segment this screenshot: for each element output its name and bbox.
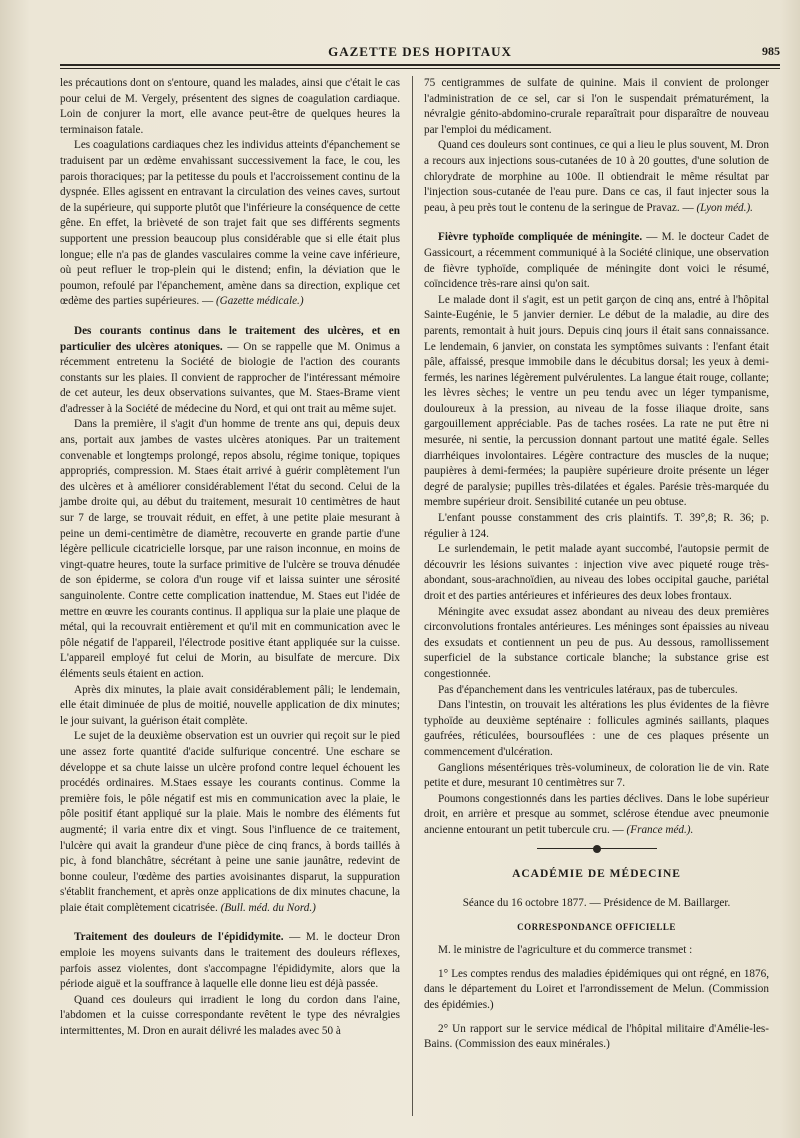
source-citation: (Gazette médicale.) bbox=[215, 295, 304, 308]
spacer bbox=[60, 916, 400, 930]
spacer bbox=[424, 1014, 769, 1022]
paragraph: Ganglions mésentériques très-volumineux, de coloration lie de vin. Rate petite et dure, mesurant 10 centimètres sur 7. bbox=[424, 761, 769, 790]
paragraph: 1° Les comptes rendus des maladies épidémiques qui ont régné, en 1876, dans le département du Loiret et l'arrondissement de Melun. (Commission des épidémies.) bbox=[424, 967, 769, 1012]
paragraph-text: — On se rappelle que M. Onimus a récemment entretenu la Société de biologie de l'action des courants constants sur les plaies. Il convient de rapprocher de l'intéressant mémoire de cet auteur, les deux observations suivantes, que M. Staes-Brame vient d'adresser à la Société de médecine du Nord, et qui ont trait au même sujet. bbox=[60, 340, 401, 415]
source-citation: (Bull. méd. du Nord.) bbox=[220, 901, 316, 914]
source-citation: (France méd.). bbox=[626, 823, 694, 836]
spacer bbox=[424, 959, 769, 967]
paragraph: Méningite avec exsudat assez abondant au niveau des deux premières circonvolutions frontales antérieures. Les méninges sont épaissies au niveau des exsudats et contiennent un peu de pus. Au dessous, ramollissement superficiel de la substance corticale blanche; la substance grise est congestionnée. bbox=[424, 605, 769, 680]
right-column bbox=[424, 76, 769, 1053]
paragraph bbox=[424, 138, 769, 216]
column-divider bbox=[412, 76, 413, 1116]
article-heading: Fièvre typhoïde compliquée de méningite. bbox=[438, 231, 643, 244]
paragraph: Après dix minutes, la plaie avait considérablement pâli; le lendemain, elle était diminuée de plus de moitié, nouvelle application de dix minutes; le jour suivant, la guérison était complète. bbox=[60, 683, 400, 727]
article-heading: Des courants continus dans le traitement des ulcères, et en particulier des ulcères atoniques. bbox=[60, 324, 400, 353]
header-rule-thin bbox=[60, 68, 780, 69]
spacer bbox=[424, 912, 769, 920]
spacer bbox=[424, 935, 769, 943]
paragraph: M. le ministre de l'agriculture et du commerce transmet : bbox=[438, 944, 693, 957]
spacer bbox=[424, 859, 769, 867]
ornament-dot bbox=[593, 845, 601, 853]
paragraph: Dans la première, il s'agit d'un homme de trente ans qui, depuis deux ans, portait aux jambes de vastes ulcères atoniques. Par un traitement convenable et longtemps prolongé, repos absolu, régime tonique, topiques appropriés, compression. M. Staes était arrivé à guérir complètement l'un des ulcères et à améliorer considérablement l'état du second. Celui de la jambe droite qui, au début du traitement, mesurait 10 centimètres de haut sur 7 de large, se trouvait réduit, en effet, à une petite plaie mesurant à peine un demi-centimètre de diamètre, recouverte en grande partie d'une légère pellicule cicatricielle lorsque, par une raison inconnue, en moins de vingt-quatre heures, toute la surface primitive de l'ulcère se trouva dénudée de son épiderme, se colora d'un rouge vif et laissa suinter une sérosité sanguinolente. Contre cette complication inattendue, M. Staes eut l'idée de mettre en œuvre les courants continus. Il appliqua sur la plaie une plaque de métal, qui la recouvrait entièrement et qu'il mit en communication avec le pôle négatif de l'appareil, l'électrode positive étant appliquée sur la cuisse. L'appareil employé fut celui de Morin, au bisulfate de mercure. Dix éléments seuls étaient en action. bbox=[60, 418, 400, 680]
page-header bbox=[60, 44, 780, 64]
paragraph: L'enfant pousse constamment des cris plaintifs. T. 39°,8; R. 36; p. régulier à 124. bbox=[424, 512, 769, 540]
paragraph-text: Les coagulations cardiaques chez les individus atteints d'épanchement se traduisent par un œdème envahissant successivement la face, le cou, les parois thoraciques; par la petitesse du pouls et l'accroissement continu de la dyspnée. Elles agissent en entravant la circulation des veines caves, surtout de la supérieure, qui supporte plutôt que l'inférieure la conséquence de cette gêne. En effet, la brièveté de son trajet fait que ses différents segments supportent une pression beaucoup plus considérable que si elle était plus longue; elle n'a pas de glandes vasculaires comme la veine cave inférieure, où peut refluer le trop-plein qui le distend; enfin, la déviation que le poumon, refoulé par l'épanchement, amène dans sa direction, explique cet œdème des parties supérieures. — bbox=[60, 139, 400, 308]
spacer bbox=[424, 882, 769, 896]
session-line: Séance du 16 octobre 1877. — Présidence de M. Baillarger. bbox=[462, 897, 731, 910]
paragraph-text: Le sujet de la deuxième observation est un ouvrier qui reçoit sur le pied une assez forte quantité d'acide sulfurique concentré. Une eschare se développe et sa chute laisse un ulcère profond contre lequel échouent les procédés ordinaires. M.Staes essaye les courants continus. Comme la première fois, le pôle négatif est mis en communication avec la plaie, le pôle positif étant appliqué sur la plaie. Mais le nombre des éléments fut augmenté; il varia entre dix et vingt. Sous l'influence de ce traitement, l'ulcère qui avait la grandeur d'une pièce de cinq francs, à bords taillés à pic, à fond blanchâtre, sécrétant à peine une sanie jaunâtre, redevint de bonne couleur, l'œdème des parties avoisinantes disparut, la suppuration s'établit franchement, et après onze applications de dix minutes chacune, la plaie était complètement cicatrisée. bbox=[60, 730, 400, 914]
paragraph: Quand ces douleurs qui irradient le long du cordon dans l'aine, l'abdomen et la cuisse correspondante revêtent le type des névralgies intermittentes, M. Dron en aurait délivré les malades avec 50 à bbox=[60, 993, 400, 1038]
section-ornament bbox=[537, 845, 657, 853]
paragraph-text: Quand ces douleurs sont continues, ce qui a lieu le plus souvent, M. Dron a recours aux injections sous-cutanées de 10 à 20 gouttes, d'une solution de chlorydrate de morphine au 100e. Il obtiendrait le même résultat par l'injection sous-cutanée de l'eau pure. Dans ce cas, il faut injecter sous la peau, à peu près tout le contenu de la seringue de Pravaz. — bbox=[424, 139, 769, 214]
spacer bbox=[424, 216, 769, 230]
sub-title: CORRESPONDANCE OFFICIELLE bbox=[517, 921, 676, 932]
article-intro bbox=[60, 324, 400, 418]
paragraph: 75 centigrammes de sulfate de quinine. Mais il convient de prolonger l'administration de ce sel, car si l'on le suspendait prématurément, la névralgie génito-abdomino-crurale reparaîtrait pour disparaître de nouveau par l'emploi du médicament. bbox=[424, 77, 769, 136]
article-intro bbox=[424, 230, 769, 292]
article-intro bbox=[60, 930, 400, 992]
journal-title: GAZETTE DES HOPITAUX bbox=[328, 44, 512, 59]
paragraph bbox=[60, 138, 400, 310]
paragraph: les précautions dont on s'entoure, quand les malades, ainsi que c'était le cas pour celui de M. Vergely, présentent des signes de coagulation cardiaque. Loin de conjurer la mort, elle avance peut-être de quelques heures la terminaison fatale. bbox=[60, 77, 400, 136]
paragraph: 2° Un rapport sur le service médical de l'hôpital militaire d'Amélie-les-Bains. (Commission des eaux minérales.) bbox=[424, 1022, 769, 1051]
paragraph: Le malade dont il s'agit, est un petit garçon de cinq ans, entré à l'hôpital Sainte-Eugénie, le 5 janvier dernier. Le début de la maladie, au dire des parents, remontait à huit jours. Depuis cinq jours il était sans connaissance. Le lendemain, 6 janvier, on constata les symptômes suivants : l'enfant était pâle, affaissé, presque immobile dans le décubitus dorsal; les yeux à demi-fermés, les narines légèrement pulvérulentes. La langue était rouge, collante; les lèvres sèches; le ventre un peu tendu avec un léger tympanisme, douloureux à la pression, au niveau de la fosse iliaque droite, sans gargouillement appréciable. Pas de taches rosées. La rate ne put être ni mesurée, ni sentie, la percussion donnant partout une matité égale. Selles diarrhéiques involontaires. Légère contracture des muscles de la nuque; paupières à demi-fermées; la paupière supérieure droite présente un léger degré de paralysie; pupilles très-dilatées et égales. Parésie très-marquée du membre supérieur droit. Sensibilité cutanée un peu obtuse. bbox=[424, 293, 769, 509]
paragraph: Pas d'épanchement dans les ventricules latéraux, pas de tubercules. bbox=[438, 683, 738, 696]
paragraph: Dans l'intestin, on trouvait les altérations les plus évidentes de la fièvre typhoïde au deuxième septénaire : follicules agminés saillants, plaques gaufrées, réticulées, boursouflées : une de ces plaques présente un commencement d'ulcération. bbox=[424, 699, 769, 758]
source-citation: (Lyon méd.). bbox=[696, 201, 753, 214]
spacer bbox=[60, 310, 400, 324]
section-title: ACADÉMIE DE MÉDECINE bbox=[512, 867, 681, 880]
article-heading: Traitement des douleurs de l'épididymite. bbox=[74, 931, 284, 944]
paragraph: Le surlendemain, le petit malade ayant succombé, l'autopsie permit de découvrir les lésions suivantes : injection vive avec piqueté rouge très-abondant, sous-arachnoïdien, au niveau des lobes occipital gauche, pariétal droit et des parties antérieures et inférieures des deux lobes frontaux. bbox=[424, 543, 769, 602]
paragraph-text: Poumons congestionnés dans les parties déclives. Dans le lobe supérieur droit, en arrière et presque au sommet, sclérose étendue avec pneumonie ancienne entourant un petit tubercule cru. — bbox=[424, 792, 769, 836]
header-rule-thick bbox=[60, 64, 780, 66]
paragraph bbox=[60, 729, 400, 916]
paragraph bbox=[424, 792, 769, 839]
page-number: 985 bbox=[762, 44, 780, 58]
paragraph-text: — M. le docteur Dron emploie les moyens suivants dans le traitement des douleurs réflexes, parfois assez violentes, dont s'accompagne l'épididymite, alors que la période aiguë et la souffrance à laquelle elle donne lieu est déjà passée. bbox=[60, 931, 401, 991]
left-column bbox=[60, 76, 400, 1040]
paragraph-text: — M. le docteur Cadet de Gassicourt, a récemment communiqué à la Société clinique, une observation de fièvre typhoïde, compliquée de méningite dont voici le résumé, coïncidence très-rare ainsi qu'on sait. bbox=[424, 231, 769, 291]
